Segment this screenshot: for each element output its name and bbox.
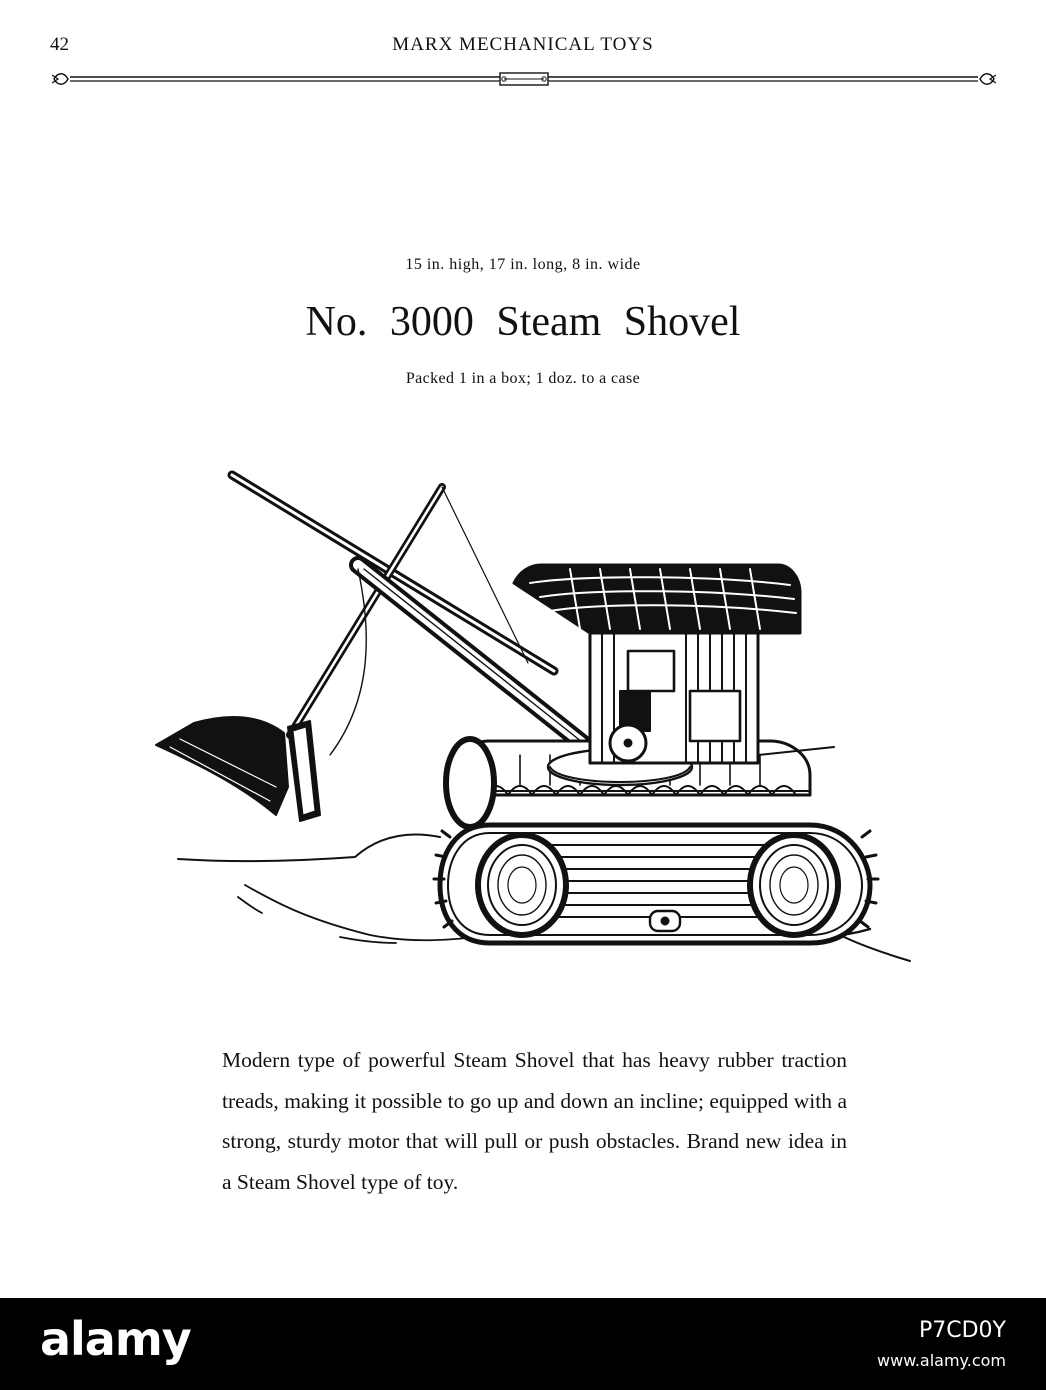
packing-info: Packed 1 in a box; 1 doz. to a case (405, 370, 641, 387)
stock-image-id (877, 1316, 1006, 1376)
stock-brand-logo: alamy (40, 1312, 191, 1366)
product-title: No. 3000 Steam Shovel (305, 299, 741, 345)
stock-site-url: www.alamy.com (877, 1351, 1006, 1370)
product-description: Modern type of powerful Steam Shovel that has heavy rubber traction treads, making it possible to go up and down an incline; equipped with a strong, sturdy motor that will pull or push obstacles. Brand new idea in a Steam Shovel type of toy. (222, 1048, 847, 1194)
page-number: 42 (50, 34, 69, 55)
product-dimensions: 15 in. high, 17 in. long, 8 in. wide (405, 256, 641, 273)
steam-shovel-illustration (150, 465, 920, 975)
decorative-header-rule (52, 66, 996, 94)
stock-image-id-code: P7CD0Y (918, 1318, 1006, 1343)
running-head: MARX MECHANICAL TOYS (392, 34, 654, 55)
